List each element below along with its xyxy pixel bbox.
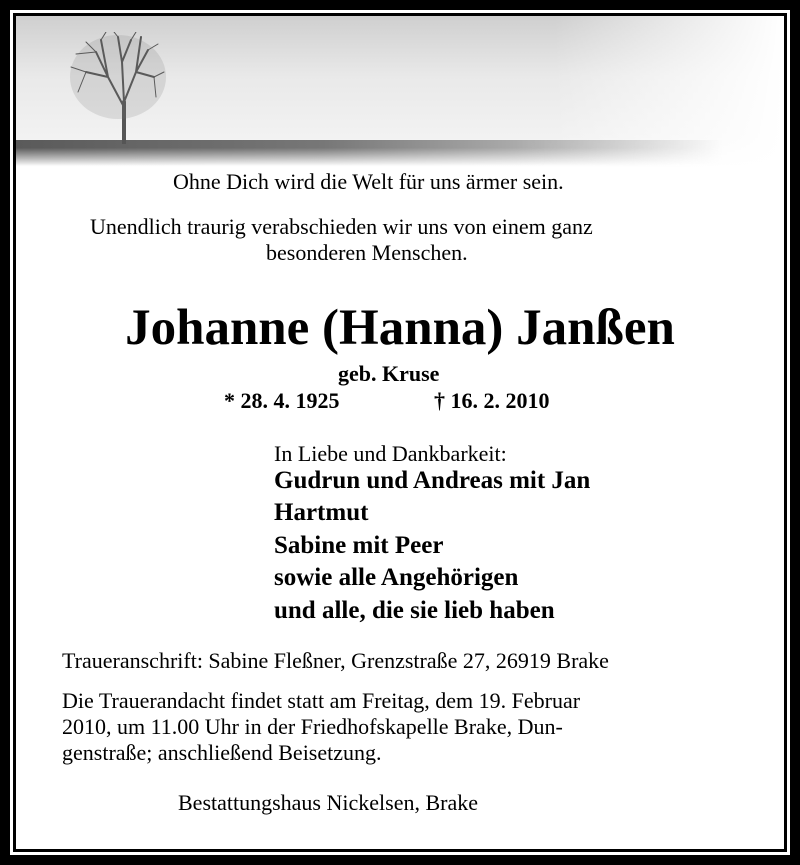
intro-line-1: Unendlich traurig verabschieden wir uns von einem ganz: [90, 214, 593, 239]
deceased-name: Johanne (Hanna) Janßen: [125, 300, 675, 356]
intro-line-2: besonderen Menschen.: [266, 240, 468, 265]
mourner-line: Sabine mit Peer: [274, 532, 444, 559]
mourners-intro: In Liebe und Dankbarkeit:: [274, 441, 507, 466]
tree-image: [56, 32, 166, 144]
maiden-name: geb. Kruse: [338, 361, 440, 386]
death-date: † 16. 2. 2010: [434, 388, 550, 413]
mourning-address: Traueranschrift: Sabine Fleßner, Grenzstraße 27, 26919 Brake: [62, 648, 609, 673]
mourner-line: Hartmut: [274, 499, 369, 526]
service-line-3: genstraße; anschließend Beisetzung.: [62, 740, 382, 765]
mourner-line: und alle, die sie lieb haben: [274, 597, 555, 624]
obituary-notice: [13, 13, 787, 852]
funeral-home: Bestattungshaus Nickelsen, Brake: [178, 790, 478, 815]
service-line-2: 2010, um 11.00 Uhr in der Friedhofskapelle Brake, Dun-: [62, 714, 563, 739]
motto: Ohne Dich wird die Welt für uns ärmer sein.: [173, 169, 564, 194]
service-line-1: Die Trauerandacht findet statt am Freitag, dem 19. Februar: [62, 688, 581, 713]
mourner-line: sowie alle Angehörigen: [274, 564, 519, 591]
mourner-line: Gudrun und Andreas mit Jan: [274, 467, 591, 494]
birth-date: * 28. 4. 1925: [224, 388, 340, 413]
